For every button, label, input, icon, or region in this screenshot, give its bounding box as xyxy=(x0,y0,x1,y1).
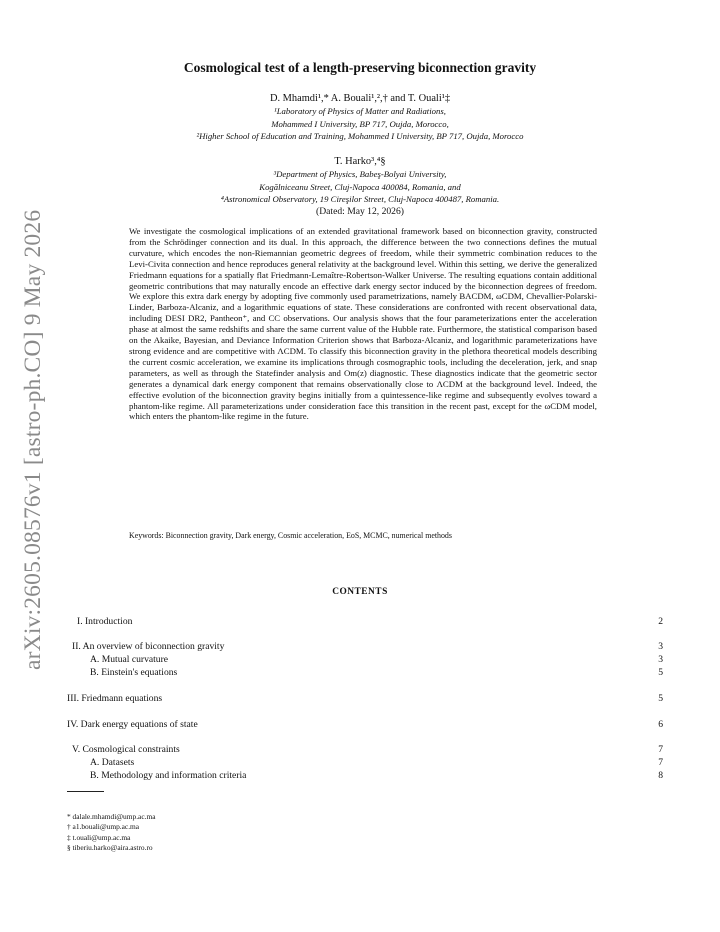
affiliation-line: ³Department of Physics, Babeş-Bolyai University, xyxy=(273,169,447,180)
toc-entry[interactable] xyxy=(67,693,663,705)
abstract: We investigate the cosmological implications of an extended gravitational framework based on biconnection gravity, constructed from the Schrödinger connection and its dual. In this approach, the difference between the two connections defines the mutual curvature, which encodes the non-Riemannian geometric degrees of freedom, while their symmetric combination reduces to the Levi-Civita connection and hence reproduces general relativity at the background level. Within this setting, we derive the generalized Friedmann equations for a spatially flat Friedmann-Lemaître-Robertson-Walker Universe. The resulting equations contain additional geometric contributions that may naturally encode an effective dark energy sector induced by the biconnection degrees of freedom. We explore this extra dark energy by adopting five commonly used parametrizations, namely BACDM, ωCDM, Chevallier-Polarski-Linder, Barboza-Alcaniz, and a logarithmic equations of state. These considerations are confronted with recent observational data, including DESI DR2, Pantheon⁺, and CC observations. Our analysis shows that the four parameterizations enter the acceleration phase at almost the same redshifts and share the same current value of the Hubble rate. Furthermore, the statistical comparison based on the Akaike, Bayesian, and Deviance Information Criterion shows that Barboza-Alcaniz, and logarithmic parameterizations have strong evidence and are competitive with ΛCDM. To classify this biconnection gravity in the plethora theoretical models describing the current cosmic acceleration, we examine its implications through cosmographic tools, including the deceleration, jerk, and snap parameters, as well as through the Statefinder analysis and Om(z) diagnostic. These diagnostics indicate that the geometric sector generates a dynamical dark energy component that remains observationally close to ΛCDM at the background level. Indeed, the effective evolution of the biconnection gravity begins initially from a quintessence-like regime and subsequently evolves toward a phantom-like regime. All parameterizations under consideration face this transition in the recent past, except for the ωCDM model, which enters the phantom-like regime in the future. xyxy=(129,226,597,422)
toc-page: 7 xyxy=(658,744,663,755)
footnote-email[interactable]: † a1.bouali@ump.ac.ma xyxy=(67,822,140,832)
toc-label: A. Mutual curvature xyxy=(90,654,169,665)
affiliation-line: Kogălniceanu Street, Cluj-Napoca 400084, Romania, and xyxy=(259,181,461,192)
footnote-email[interactable]: ‡ t.ouali@ump.ac.ma xyxy=(67,832,131,842)
toc-entry[interactable] xyxy=(67,757,663,769)
affiliation-line: ¹Laboratory of Physics of Matter and Radiations, xyxy=(274,106,446,117)
toc-label: B. Methodology and information criteria xyxy=(90,770,247,781)
toc-page: 5 xyxy=(658,667,663,678)
keywords: Keywords: Biconnection gravity, Dark energy, Cosmic acceleration, EoS, MCMC, numerical methods xyxy=(129,531,452,540)
toc-entry[interactable] xyxy=(67,654,663,666)
toc-entry[interactable] xyxy=(67,744,663,756)
affiliation-line: Mohammed I University, BP 717, Oujda, Morocco, xyxy=(271,118,449,129)
toc-entry[interactable] xyxy=(67,616,663,628)
toc-label: I. Introduction xyxy=(77,616,133,627)
toc-entry[interactable] xyxy=(67,770,663,782)
affiliation-line: ⁴Astronomical Observatory, 19 Cireşilor Street, Cluj-Napoca 400487, Romania. xyxy=(220,194,500,205)
toc-entry[interactable] xyxy=(67,667,663,679)
paper-title: Cosmological test of a length-preserving biconnection gravity xyxy=(183,60,537,75)
toc-page: 3 xyxy=(658,654,663,665)
footnote-email[interactable]: § tiberiu.harko@aira.astro.ro xyxy=(67,843,153,853)
toc-label: II. An overview of biconnection gravity xyxy=(72,641,225,652)
toc-page: 6 xyxy=(658,719,663,730)
toc-page: 3 xyxy=(658,641,663,652)
authors-line-1: D. Mhamdi¹,* A. Bouali¹,²,† and T. Ouali¹‡ xyxy=(269,93,451,104)
toc-label: B. Einstein's equations xyxy=(90,667,178,678)
toc-label: V. Cosmological constraints xyxy=(72,744,180,755)
affiliation-line: ²Higher School of Education and Training, Mohammed I University, BP 717, Oujda, Morocco xyxy=(196,131,524,142)
toc-label: A. Datasets xyxy=(90,757,135,768)
toc-label: III. Friedmann equations xyxy=(67,693,163,704)
authors-line-2: T. Harko³,⁴§ xyxy=(334,156,386,167)
contents-heading: CONTENTS xyxy=(332,587,388,597)
toc-page: 7 xyxy=(658,757,663,768)
footnotes xyxy=(67,812,156,854)
toc-page: 2 xyxy=(658,616,663,627)
footnote-email[interactable]: * dalale.mhamdi@ump.ac.ma xyxy=(67,812,156,821)
toc-entry[interactable] xyxy=(67,641,663,653)
toc-label: IV. Dark energy equations of state xyxy=(67,719,198,730)
footnote-rule xyxy=(67,791,104,792)
author-block-2 xyxy=(0,156,720,218)
dated-line: (Dated: May 12, 2026) xyxy=(316,205,404,217)
arxiv-side-stamp: arXiv:2605.08576v1 [astro-ph.CO] 9 May 2026 xyxy=(20,209,46,670)
toc-entry[interactable] xyxy=(67,719,663,731)
toc-page: 5 xyxy=(658,693,663,704)
toc-page: 8 xyxy=(658,770,663,781)
author-block-1 xyxy=(0,93,720,143)
